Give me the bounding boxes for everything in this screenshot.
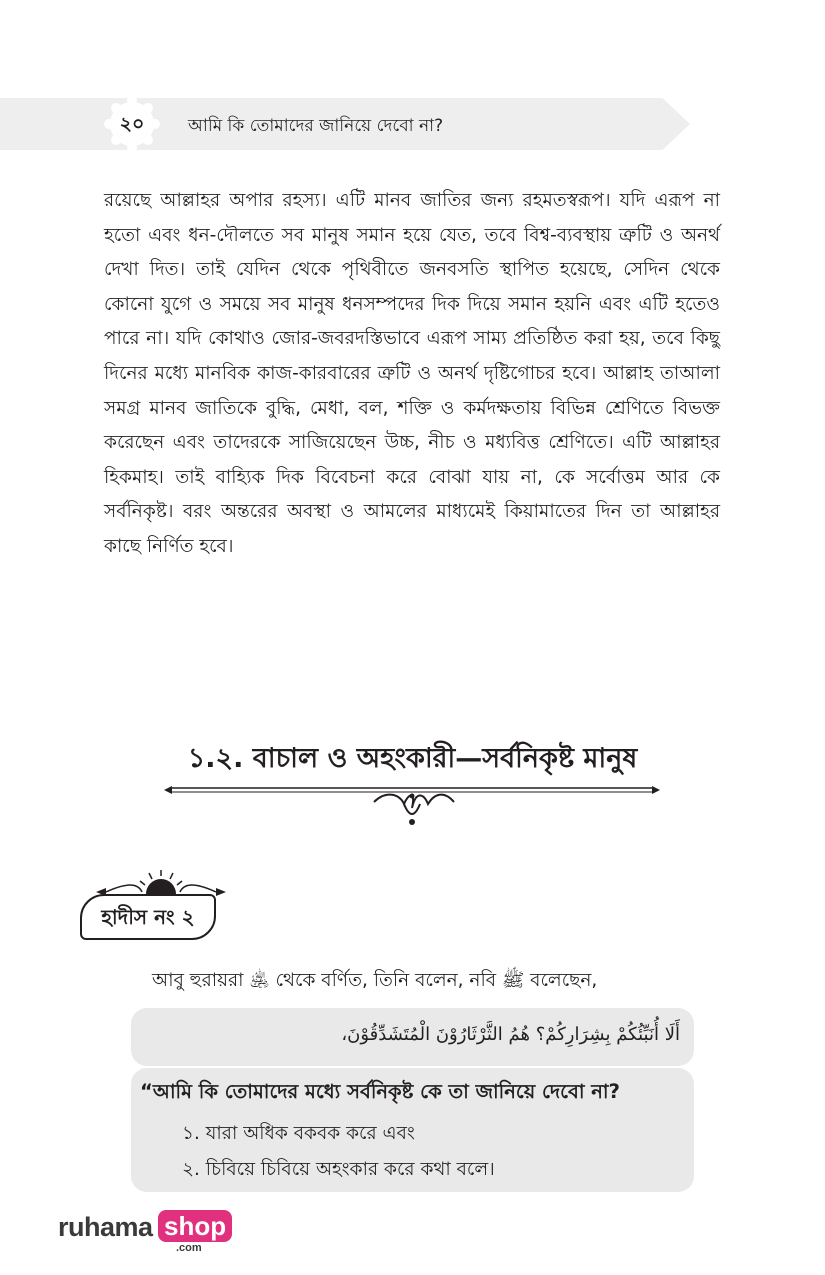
translation-point: ১. যারা অধিক বকবক করে এবং [182, 1123, 415, 1144]
logo-text-shop: shop [158, 1210, 232, 1242]
chapter-title: ১.২. বাচাল ও অহংকারী—সর্বনিকৃষ্ট মানুষ [187, 743, 638, 774]
hadith-number-label: হাদীস নং ২ [80, 894, 216, 940]
hadith-narration: আবু হুরায়রা ﵁ থেকে বর্ণিত, তিনি বলেন, নবি ﷺ বলেছেন, [152, 970, 598, 991]
logo-text-ruhama: ruhama [58, 1212, 153, 1242]
ornamental-divider [164, 780, 660, 830]
translation-point: ২. চিবিয়ে চিবিয়ে অহংকার করে কথা বলে। [182, 1159, 495, 1180]
translation-heading: “আমি কি তোমাদের মধ্যে সর্বনিকৃষ্ট কে তা জানিয়ে দেবো না? [140, 1080, 620, 1103]
publisher-logo [58, 1208, 238, 1258]
running-title: আমি কি তোমাদের জানিয়ে দেবো না? [188, 116, 444, 136]
sunburst-ornament [96, 868, 226, 896]
logo-text-domain: .com [176, 1242, 202, 1254]
arabic-text-panel [131, 1008, 694, 1066]
arabic-hadith-text: أَلَا أُنَبِّئُكُمْ بِشِرَارِكُمْ؟ هُمُ الثَّرْثَارُوْنَ الْمُتَشَدِّقُوْنَ، [341, 1024, 680, 1045]
page-number: ২০ [119, 113, 145, 135]
body-paragraph: রয়েছে আল্লাহর অপার রহস্য। এটি মানব জাতির জন্য রহমতস্বরূপ। যদি এরূপ না হতো এবং ধন-দৌলতে সব মানুষ সমান হয়ে যেত, তবে বিশ্ব-ব্যবস্থায় ত্রুটি ও অনর্থ দেখা দিত। তাই যেদিন থেকে পৃথিবীতে জনবসতি স্থাপিত হয়েছে, সেদিন থেকে কোনো যুগে ও সময়ে সব মানুষ ধনসম্পদের দিক দিয়ে সমান হয়নি এবং এটি হতেও পারে না। যদি কোথাও জোর-জবরদস্তিভাবে এরূপ সাম্য প্রতিষ্ঠিত করা হয়, তবে কিছু দিনের মধ্যে মানবিক কাজ-কারবারের ত্রুটি ও অনর্থ দৃষ্টিগোচর হবে। আল্লাহ তাআলা সমগ্র মানব জাতিকে বুদ্ধি, মেধা, বল, শক্তি ও কর্মদক্ষতায় বিভিন্ন শ্রেণিতে বিভক্ত করেছেন এবং তাদেরকে সাজিয়েছেন উচ্চ, নীচ ও মধ্যবিত্ত শ্রেণিতে। এটি আল্লাহর হিকমাহ। তাই বাহ্যিক দিক বিবেচনা করে বোঝা যায় না, কে সর্বোত্তম আর কে সর্বনিকৃষ্ট। বরং অন্তরের অবস্থা ও আমলের মাধ্যমেই কিয়ামাতের দিন তা আল্লাহর কাছে নির্ণিত হবে। [104, 190, 720, 557]
